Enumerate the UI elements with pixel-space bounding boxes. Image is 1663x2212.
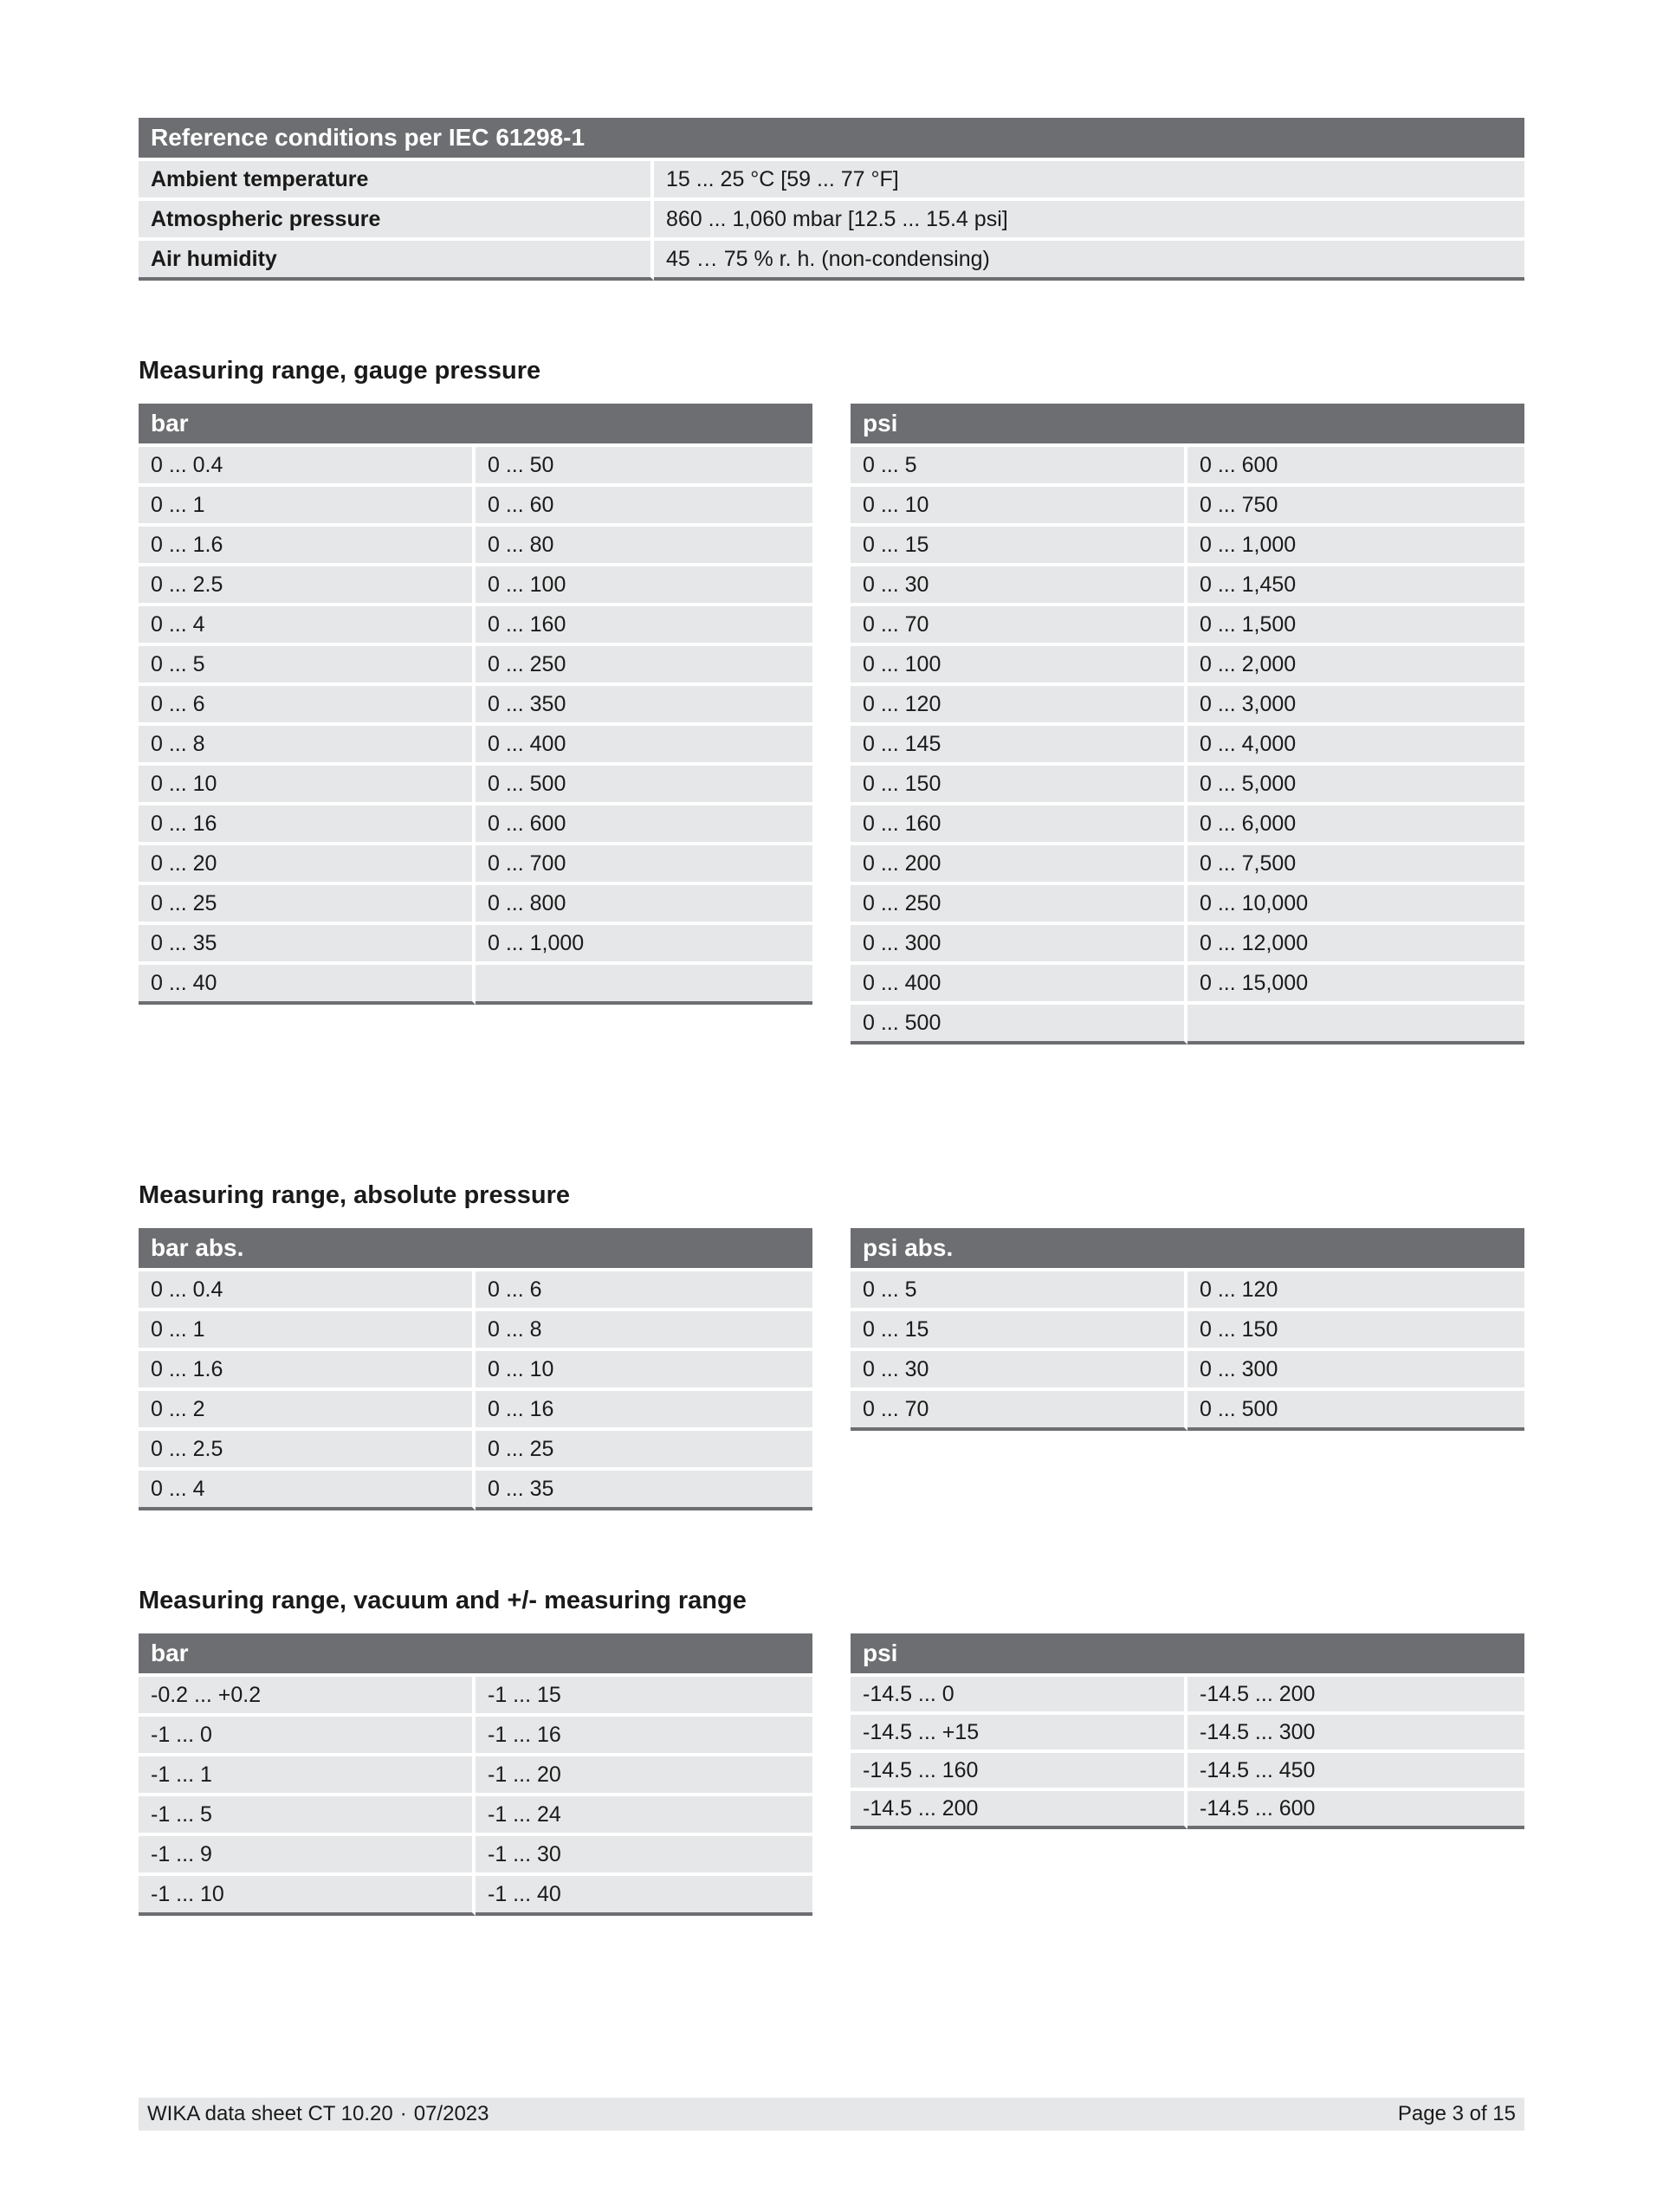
range-cell: 0 ... 800 (476, 882, 812, 922)
range-row (851, 842, 1524, 882)
range-cell: 0 ... 8 (139, 722, 476, 762)
range-row (851, 1348, 1524, 1387)
absolute-bar-table (139, 1228, 812, 1510)
range-cell: 0 ... 10,000 (1187, 882, 1524, 922)
range-cell: 0 ... 0.4 (139, 1268, 476, 1308)
reference-condition-row (139, 197, 1524, 237)
range-cell: 0 ... 7,500 (1187, 842, 1524, 882)
range-cell: 0 ... 2,000 (1187, 643, 1524, 682)
range-cell: 0 ... 400 (851, 961, 1187, 1001)
range-cell: 0 ... 40 (139, 961, 476, 1005)
range-cell: -1 ... 15 (476, 1673, 812, 1713)
range-cell: -1 ... 30 (476, 1833, 812, 1872)
range-cell: 0 ... 6,000 (1187, 802, 1524, 842)
range-row (139, 603, 812, 643)
range-row (139, 483, 812, 523)
range-row (139, 1467, 812, 1510)
page-footer (139, 2098, 1524, 2131)
range-cell: -1 ... 10 (139, 1872, 476, 1916)
gauge-bar-header: bar (139, 404, 812, 443)
condition-value: 860 ... 1,060 mbar [12.5 ... 15.4 psi] (654, 197, 1524, 237)
range-row (139, 1872, 812, 1916)
range-row (851, 802, 1524, 842)
range-cell: 0 ... 2.5 (139, 1427, 476, 1467)
range-row (139, 961, 812, 1005)
condition-label: Atmospheric pressure (139, 197, 654, 237)
range-row (851, 643, 1524, 682)
range-cell: 0 ... 20 (139, 842, 476, 882)
range-cell: 0 ... 150 (851, 762, 1187, 802)
gauge-bar-table (139, 404, 812, 1005)
range-cell: 0 ... 500 (1187, 1387, 1524, 1431)
range-cell: 0 ... 100 (476, 563, 812, 603)
range-cell: 0 ... 500 (476, 762, 812, 802)
range-cell: 0 ... 80 (476, 523, 812, 563)
range-cell: 0 ... 35 (139, 922, 476, 961)
range-cell: 0 ... 700 (476, 842, 812, 882)
range-cell: -1 ... 20 (476, 1753, 812, 1793)
range-cell: 0 ... 600 (1187, 443, 1524, 483)
range-cell: 0 ... 6 (139, 682, 476, 722)
range-row (139, 762, 812, 802)
range-cell: 0 ... 100 (851, 643, 1187, 682)
range-row (139, 1427, 812, 1467)
range-cell: 0 ... 12,000 (1187, 922, 1524, 961)
range-cell: -14.5 ... 200 (1187, 1673, 1524, 1711)
range-cell: 0 ... 8 (476, 1308, 812, 1348)
reference-condition-row (139, 237, 1524, 281)
range-cell: 0 ... 120 (1187, 1268, 1524, 1308)
range-cell: 0 ... 1.6 (139, 523, 476, 563)
range-cell: 0 ... 1.6 (139, 1348, 476, 1387)
range-cell: 0 ... 150 (1187, 1308, 1524, 1348)
range-cell: 0 ... 50 (476, 443, 812, 483)
range-cell (1187, 1001, 1524, 1045)
range-cell: -1 ... 9 (139, 1833, 476, 1872)
range-row (139, 1713, 812, 1753)
range-cell: 0 ... 25 (139, 882, 476, 922)
range-cell: 0 ... 250 (851, 882, 1187, 922)
range-cell: 0 ... 70 (851, 1387, 1187, 1431)
range-row (851, 443, 1524, 483)
vacuum-bar-table (139, 1633, 812, 1916)
range-row (139, 802, 812, 842)
range-row (851, 922, 1524, 961)
range-row (851, 1711, 1524, 1750)
range-row (139, 722, 812, 762)
reference-conditions-table (139, 118, 1524, 281)
range-row (139, 1268, 812, 1308)
range-row (851, 1673, 1524, 1711)
range-cell: 0 ... 25 (476, 1427, 812, 1467)
range-row (851, 523, 1524, 563)
range-cell: 0 ... 1,450 (1187, 563, 1524, 603)
footer-page-number: Page 3 of 15 (1397, 2102, 1516, 2125)
range-cell: 0 ... 5 (139, 643, 476, 682)
range-cell: -1 ... 0 (139, 1713, 476, 1753)
range-cell: 0 ... 16 (139, 802, 476, 842)
range-cell: 0 ... 300 (851, 922, 1187, 961)
range-cell: 0 ... 1 (139, 1308, 476, 1348)
range-row (139, 882, 812, 922)
range-cell: 0 ... 30 (851, 563, 1187, 603)
range-cell: 0 ... 4,000 (1187, 722, 1524, 762)
range-cell: -1 ... 16 (476, 1713, 812, 1753)
range-cell: 0 ... 1,500 (1187, 603, 1524, 643)
range-row (139, 1348, 812, 1387)
range-row (851, 1308, 1524, 1348)
condition-value: 15 ... 25 °C [59 ... 77 °F] (654, 158, 1524, 197)
range-row (851, 1788, 1524, 1829)
footer-date: 07/2023 (413, 2102, 489, 2125)
range-cell: 0 ... 145 (851, 722, 1187, 762)
range-row (851, 762, 1524, 802)
range-row (139, 643, 812, 682)
range-cell: 0 ... 1,000 (476, 922, 812, 961)
footer-document-info (147, 2102, 489, 2126)
range-cell: 0 ... 70 (851, 603, 1187, 643)
range-row (851, 1387, 1524, 1431)
range-cell: 0 ... 0.4 (139, 443, 476, 483)
range-cell: 0 ... 600 (476, 802, 812, 842)
range-cell: 0 ... 1,000 (1187, 523, 1524, 563)
range-row (139, 922, 812, 961)
range-cell: 0 ... 35 (476, 1467, 812, 1510)
range-cell: 0 ... 120 (851, 682, 1187, 722)
range-cell: 0 ... 160 (476, 603, 812, 643)
absolute-psi-header: psi abs. (851, 1228, 1524, 1268)
range-row (851, 603, 1524, 643)
range-cell: -0.2 ... +0.2 (139, 1673, 476, 1713)
range-cell: -1 ... 5 (139, 1793, 476, 1833)
absolute-bar-header: bar abs. (139, 1228, 812, 1268)
range-cell: 0 ... 400 (476, 722, 812, 762)
range-row (851, 882, 1524, 922)
range-row (851, 961, 1524, 1001)
vacuum-psi-table (851, 1633, 1524, 1829)
range-cell: 0 ... 16 (476, 1387, 812, 1427)
range-cell: -1 ... 24 (476, 1793, 812, 1833)
range-cell: -14.5 ... 300 (1187, 1711, 1524, 1750)
range-cell: 0 ... 5 (851, 1268, 1187, 1308)
gauge-psi-header: psi (851, 404, 1524, 443)
vacuum-bar-header: bar (139, 1633, 812, 1673)
range-cell: 0 ... 15 (851, 523, 1187, 563)
range-cell: -14.5 ... +15 (851, 1711, 1187, 1750)
range-row (851, 682, 1524, 722)
range-cell: 0 ... 10 (139, 762, 476, 802)
footer-doc-id: WIKA data sheet CT 10.20 (147, 2102, 393, 2125)
range-cell: -14.5 ... 0 (851, 1673, 1187, 1711)
range-row (139, 443, 812, 483)
range-cell: 0 ... 15,000 (1187, 961, 1524, 1001)
range-cell: 0 ... 160 (851, 802, 1187, 842)
range-row (851, 483, 1524, 523)
reference-conditions-title: Reference conditions per IEC 61298-1 (139, 118, 1524, 158)
range-cell: 0 ... 300 (1187, 1348, 1524, 1387)
range-row (139, 1793, 812, 1833)
condition-value: 45 … 75 % r. h. (non-condensing) (654, 237, 1524, 281)
range-row (139, 1308, 812, 1348)
reference-conditions-body (139, 158, 1524, 281)
range-row (139, 682, 812, 722)
range-cell: 0 ... 750 (1187, 483, 1524, 523)
range-cell: 0 ... 250 (476, 643, 812, 682)
range-cell: 0 ... 5 (851, 443, 1187, 483)
range-cell (476, 961, 812, 1005)
range-cell: 0 ... 15 (851, 1308, 1187, 1348)
range-cell: 0 ... 3,000 (1187, 682, 1524, 722)
range-cell: 0 ... 1 (139, 483, 476, 523)
range-cell: -14.5 ... 200 (851, 1788, 1187, 1829)
range-cell: 0 ... 10 (851, 483, 1187, 523)
reference-condition-row (139, 158, 1524, 197)
range-cell: 0 ... 5,000 (1187, 762, 1524, 802)
range-row (139, 1753, 812, 1793)
range-row (139, 842, 812, 882)
gauge-psi-table (851, 404, 1524, 1045)
range-row (851, 722, 1524, 762)
range-cell: 0 ... 2 (139, 1387, 476, 1427)
range-cell: -1 ... 40 (476, 1872, 812, 1916)
range-cell: 0 ... 500 (851, 1001, 1187, 1045)
range-cell: 0 ... 30 (851, 1348, 1187, 1387)
range-row (851, 1268, 1524, 1308)
range-cell: 0 ... 6 (476, 1268, 812, 1308)
range-row (851, 1001, 1524, 1045)
range-cell: 0 ... 60 (476, 483, 812, 523)
range-cell: -14.5 ... 160 (851, 1750, 1187, 1788)
absolute-section-title: Measuring range, absolute pressure (139, 1181, 570, 1209)
vacuum-psi-header: psi (851, 1633, 1524, 1673)
range-cell: 0 ... 350 (476, 682, 812, 722)
range-row (139, 1387, 812, 1427)
range-cell: 0 ... 200 (851, 842, 1187, 882)
range-row (851, 1750, 1524, 1788)
range-cell: 0 ... 10 (476, 1348, 812, 1387)
condition-label: Air humidity (139, 237, 654, 281)
condition-label: Ambient temperature (139, 158, 654, 197)
range-cell: -1 ... 1 (139, 1753, 476, 1793)
range-row (139, 523, 812, 563)
range-row (139, 1833, 812, 1872)
footer-separator: · (399, 2102, 407, 2125)
vacuum-section-title: Measuring range, vacuum and +/- measuring range (139, 1587, 747, 1614)
gauge-section-title: Measuring range, gauge pressure (139, 357, 541, 385)
range-row (851, 563, 1524, 603)
absolute-psi-table (851, 1228, 1524, 1431)
range-row (139, 563, 812, 603)
range-cell: -14.5 ... 450 (1187, 1750, 1524, 1788)
range-cell: 0 ... 4 (139, 603, 476, 643)
range-cell: 0 ... 4 (139, 1467, 476, 1510)
range-cell: -14.5 ... 600 (1187, 1788, 1524, 1829)
range-cell: 0 ... 2.5 (139, 563, 476, 603)
range-row (139, 1673, 812, 1713)
